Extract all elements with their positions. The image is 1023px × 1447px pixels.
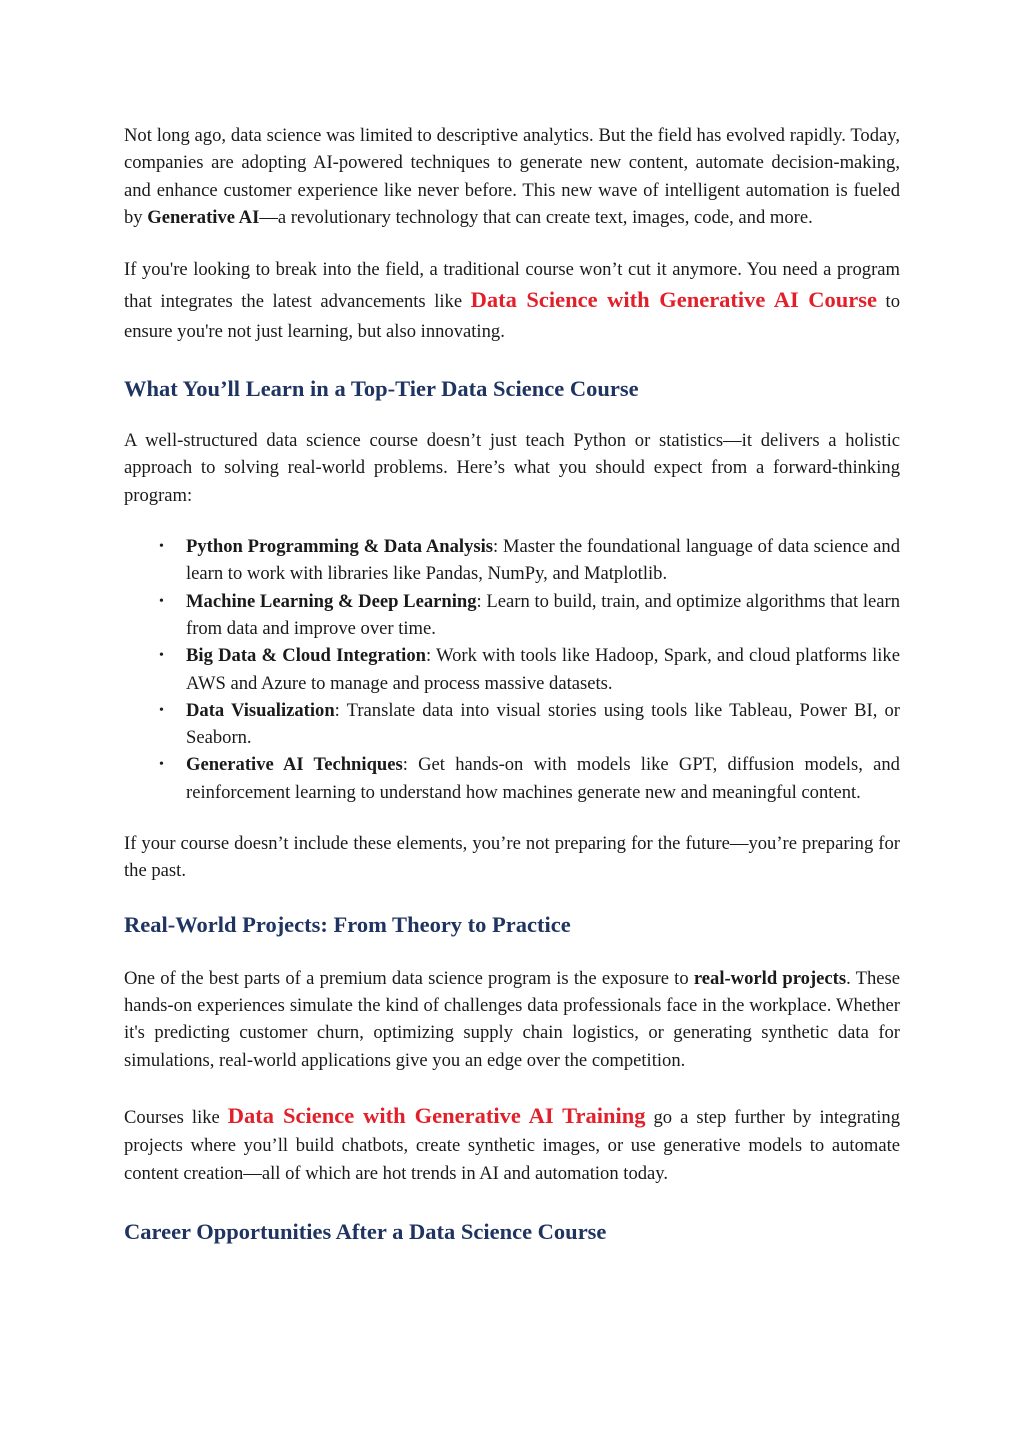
list-item-text: : Get hands-on with models like GPT, diffusion models, and reinforcement learning to understand how machines generate new and meaningful content.: [186, 754, 900, 803]
list-item-title: Data Visualization: [186, 699, 335, 721]
heading-what-you-learn: What You’ll Learn in a Top-Tier Data Science Course: [124, 376, 639, 402]
list-item: [159, 697, 900, 752]
courses-text-2: go a step further by integrating projects where you’ll build chatbots, create synthetic images, or use generative models to automate content creation—all of which are hot trends in AI and automation today.: [124, 1106, 900, 1184]
list-item-title: Big Data & Cloud Integration: [186, 645, 426, 667]
heading-real-world-projects: Real-World Projects: From Theory to Practice: [124, 911, 571, 937]
looking-text-1: If you're looking to break into the field, a traditional course won’t cut it anymore. You need a program that integrates the latest advancements like: [124, 259, 900, 313]
list-item-title: Machine Learning & Deep Learning: [186, 590, 477, 612]
list-item-text: : Translate data into visual stories using tools like Tableau, Power BI, or Seaborn.: [186, 699, 900, 749]
projects-text-2: . These hands-on experiences simulate the kind of challenges data professionals face in the workplace. Whether it's predicting customer churn, optimizing supply chain logistics, or generating synthetic data for simulations, real-world applications give you an edge over the competition.: [124, 967, 901, 1071]
projects-bold-term: real-world projects: [693, 967, 847, 989]
heading-career-opportunities: Career Opportunities After a Data Science Course: [124, 1218, 607, 1244]
looking-paragraph: [124, 255, 900, 347]
learn-closing-paragraph: If your course doesn’t include these elements, you’re not preparing for the future—you’re preparing for the past.: [124, 833, 900, 882]
list-item: [159, 588, 900, 643]
document-body: [124, 122, 900, 1246]
courses-text-1: Courses like: [124, 1106, 228, 1128]
list-item-text: : Learn to build, train, and optimize algorithms that learn from data and improve over time.: [186, 590, 900, 639]
course-link[interactable]: Data Science with Generative AI Course: [470, 287, 877, 313]
list-item-text: : Work with tools like Hadoop, Spark, and cloud platforms like AWS and Azure to manage and process massive datasets.: [186, 645, 900, 694]
bullet-icon: •: [159, 757, 164, 773]
list-item: [159, 751, 900, 806]
intro-text-1: Not long ago, data science was limited to descriptive analytics. But the field has evolved rapidly. Today, companies are adopting AI-powered techniques to generate new content, automate decision-making, and enhance customer experience like never before. This new wave of intelligent automation is fueled by: [124, 125, 900, 228]
list-item: [159, 642, 900, 697]
projects-text-1: One of the best parts of a premium data science program is the exposure to: [124, 967, 694, 989]
learn-intro-paragraph: A well-structured data science course doesn’t just teach Python or statistics—it delivers a holistic approach to solving real-world problems. Here’s what you should expect from a forward-thinking program:: [124, 430, 900, 506]
looking-text-2: to ensure you're not just learning, but also innovating.: [124, 291, 901, 343]
bullet-icon: •: [159, 648, 164, 664]
courses-paragraph: [124, 1102, 900, 1188]
list-item-title: Generative AI Techniques: [186, 754, 403, 776]
list-item-text: : Master the foundational language of data science and learn to work with libraries like Pandas, NumPy, and Matplotlib.: [186, 536, 900, 585]
intro-text-2: —a revolutionary technology that can create text, images, code, and more.: [259, 206, 813, 228]
projects-paragraph: [124, 965, 900, 1074]
intro-bold-term: Generative AI: [147, 206, 260, 228]
bullet-icon: •: [159, 593, 164, 609]
list-item-title: Python Programming & Data Analysis: [186, 536, 494, 558]
training-link[interactable]: Data Science with Generative AI Training: [227, 1102, 646, 1128]
list-item: [159, 533, 900, 588]
bullet-icon: •: [159, 702, 164, 718]
bullet-icon: •: [159, 539, 164, 555]
intro-paragraph: [124, 122, 900, 231]
feature-list: [124, 533, 900, 806]
